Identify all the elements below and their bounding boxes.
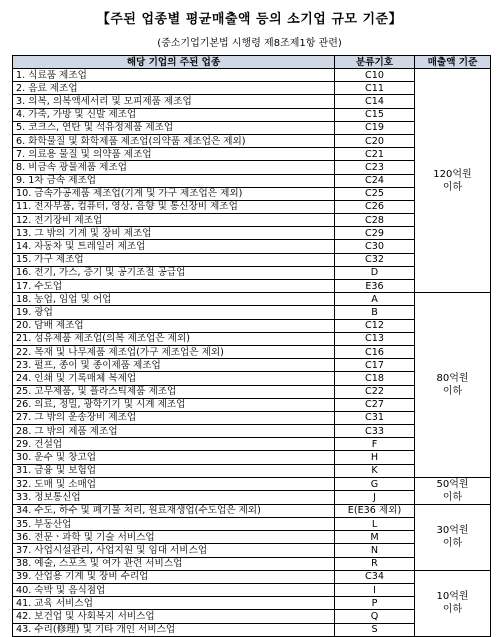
code-cell: C10 — [335, 69, 415, 82]
industry-cell: 8. 비금속 광물제품 제조업 — [13, 161, 335, 174]
sales-amount: 30억원 — [436, 525, 469, 537]
code-cell: E(E36 제외) — [335, 504, 415, 517]
code-cell: C33 — [335, 425, 415, 438]
industry-cell: 42. 보건업 및 사회복지 서비스업 — [13, 610, 335, 623]
code-cell: G — [335, 477, 415, 491]
industry-cell: 13. 그 밖의 기계 및 장비 제조업 — [13, 227, 335, 240]
table-row — [13, 69, 491, 82]
industry-cell: 9. 1차 금속 제조업 — [13, 174, 335, 187]
table-header-row — [13, 56, 491, 69]
code-cell: R — [335, 557, 415, 570]
industry-cell: 36. 전문ㆍ과학 및 기술 서비스업 — [13, 531, 335, 544]
table-body — [13, 69, 491, 637]
table-row — [13, 570, 491, 583]
code-cell: C16 — [335, 345, 415, 358]
code-cell: C17 — [335, 359, 415, 372]
sales-qualifier: 이하 — [442, 538, 463, 550]
code-cell: C30 — [335, 240, 415, 253]
sales-amount: 50억원 — [436, 478, 469, 490]
industry-cell: 28. 그 밖의 제품 제조업 — [13, 425, 335, 438]
code-cell: C34 — [335, 570, 415, 583]
industry-cell: 20. 담배 제조업 — [13, 319, 335, 332]
code-cell: J — [335, 491, 415, 505]
code-cell: C25 — [335, 187, 415, 200]
code-cell: K — [335, 464, 415, 477]
small-business-criteria-table — [12, 55, 491, 637]
industry-cell: 34. 수도, 하수 및 폐기물 처리, 원료재생업(수도업은 제외) — [13, 504, 335, 517]
industry-cell: 21. 섬유제품 제조업(의복 제조업은 제외) — [13, 332, 335, 345]
table-row — [13, 504, 491, 517]
document-subtitle: (중소기업기본법 시행령 제8조제1항 관련) — [157, 38, 342, 49]
code-cell: C20 — [335, 134, 415, 147]
industry-cell: 39. 산업용 기계 및 장비 수리업 — [13, 570, 335, 583]
code-cell: E36 — [335, 280, 415, 293]
industry-cell: 7. 의료용 물질 및 의약품 제조업 — [13, 148, 335, 161]
code-cell: C23 — [335, 161, 415, 174]
code-cell: M — [335, 531, 415, 544]
industry-cell: 5. 코크스, 연탄 및 석유정제품 제조업 — [13, 121, 335, 134]
industry-cell: 3. 의복, 의복액세서리 및 모피제품 제조업 — [13, 95, 335, 108]
sales-criteria-cell — [415, 69, 491, 293]
code-cell: H — [335, 451, 415, 464]
industry-cell: 31. 금융 및 보험업 — [13, 464, 335, 477]
sales-qualifier: 이하 — [442, 181, 463, 193]
sales-criteria-cell — [415, 570, 491, 636]
code-cell: N — [335, 544, 415, 557]
code-cell: I — [335, 583, 415, 596]
industry-cell: 33. 정보통신업 — [13, 491, 335, 505]
industry-cell: 32. 도매 및 소매업 — [13, 477, 335, 491]
code-cell: S — [335, 623, 415, 636]
sales-qualifier: 이하 — [442, 386, 463, 397]
industry-cell: 2. 음료 제조업 — [13, 82, 335, 95]
code-cell: D — [335, 266, 415, 279]
industry-cell: 17. 수도업 — [13, 280, 335, 293]
industry-cell: 26. 의료, 정밀, 광학기기 및 시계 제조업 — [13, 398, 335, 411]
code-cell: F — [335, 438, 415, 451]
code-cell: C27 — [335, 398, 415, 411]
code-cell: C21 — [335, 148, 415, 161]
sales-criteria-cell — [415, 293, 491, 478]
code-cell: C26 — [335, 200, 415, 213]
industry-cell: 22. 목재 및 나무제품 제조업(가구 제조업은 제외) — [13, 345, 335, 358]
industry-cell: 25. 고무제품, 및 플라스틱제품 제조업 — [13, 385, 335, 398]
industry-cell: 14. 자동차 및 트레일러 제조업 — [13, 240, 335, 253]
industry-cell: 19. 광업 — [13, 306, 335, 319]
code-cell: C31 — [335, 411, 415, 424]
code-cell: C11 — [335, 82, 415, 95]
industry-cell: 27. 그 밖의 운송장비 제조업 — [13, 411, 335, 424]
industry-cell: 43. 수리(修理) 및 기타 개인 서비스업 — [13, 623, 335, 636]
code-cell: C14 — [335, 95, 415, 108]
industry-cell: 24. 인쇄 및 기록매체 복제업 — [13, 372, 335, 385]
code-cell: C32 — [335, 253, 415, 266]
code-cell: C29 — [335, 227, 415, 240]
code-cell: C19 — [335, 121, 415, 134]
table-row — [13, 293, 491, 306]
code-cell: C18 — [335, 372, 415, 385]
industry-cell: 12. 전기장비 제조업 — [13, 214, 335, 227]
sales-criteria-cell — [415, 504, 491, 570]
code-cell: C28 — [335, 214, 415, 227]
code-cell: C12 — [335, 319, 415, 332]
industry-cell: 38. 예술, 스포츠 및 여가 관련 서비스업 — [13, 557, 335, 570]
industry-cell: 30. 운수 및 창고업 — [13, 451, 335, 464]
industry-cell: 41. 교육 서비스업 — [13, 597, 335, 610]
sales-amount: 10억원 — [436, 591, 469, 603]
industry-cell: 1. 식료품 제조업 — [13, 69, 335, 82]
code-cell: A — [335, 293, 415, 306]
sales-criteria-cell — [415, 477, 491, 504]
header-code: 분류기호 — [335, 56, 415, 69]
sales-amount: 120억원 — [433, 168, 472, 180]
table-row — [13, 477, 491, 491]
code-cell: L — [335, 518, 415, 531]
industry-cell: 11. 전자부품, 컴퓨터, 영상, 음향 및 통신장비 제조업 — [13, 200, 335, 213]
industry-cell: 16. 전기, 가스, 증기 및 공기조절 공급업 — [13, 266, 335, 279]
sales-qualifier: 이하 — [442, 604, 463, 616]
code-cell: C15 — [335, 108, 415, 121]
header-industry: 해당 기업의 주된 업종 — [13, 56, 335, 69]
industry-cell: 35. 부동산업 — [13, 518, 335, 531]
document-title: 【주된 업종별 평균매출액 등의 소기업 규모 기준】 — [96, 12, 403, 27]
industry-cell: 23. 펄프, 종이 및 종이제품 제조업 — [13, 359, 335, 372]
industry-cell: 6. 화학물질 및 화학제품 제조업(의약품 제조업은 제외) — [13, 134, 335, 147]
sales-amount: 80억원 — [436, 373, 469, 384]
code-cell: Q — [335, 610, 415, 623]
code-cell: C22 — [335, 385, 415, 398]
industry-cell: 4. 가죽, 가방 및 신발 제조업 — [13, 108, 335, 121]
industry-cell: 18. 농업, 임업 및 어업 — [13, 293, 335, 306]
industry-cell: 40. 숙박 및 음식점업 — [13, 583, 335, 596]
code-cell: C24 — [335, 174, 415, 187]
industry-cell: 10. 금속가공제품 제조업(기계 및 가구 제조업은 제외) — [13, 187, 335, 200]
industry-cell: 29. 건설업 — [13, 438, 335, 451]
industry-cell: 15. 가구 제조업 — [13, 253, 335, 266]
industry-cell: 37. 사업시설관리, 사업지원 및 임대 서비스업 — [13, 544, 335, 557]
code-cell: C13 — [335, 332, 415, 345]
sales-qualifier: 이하 — [442, 491, 463, 503]
header-sales: 매출액 기준 — [415, 56, 491, 69]
code-cell: P — [335, 597, 415, 610]
code-cell: B — [335, 306, 415, 319]
